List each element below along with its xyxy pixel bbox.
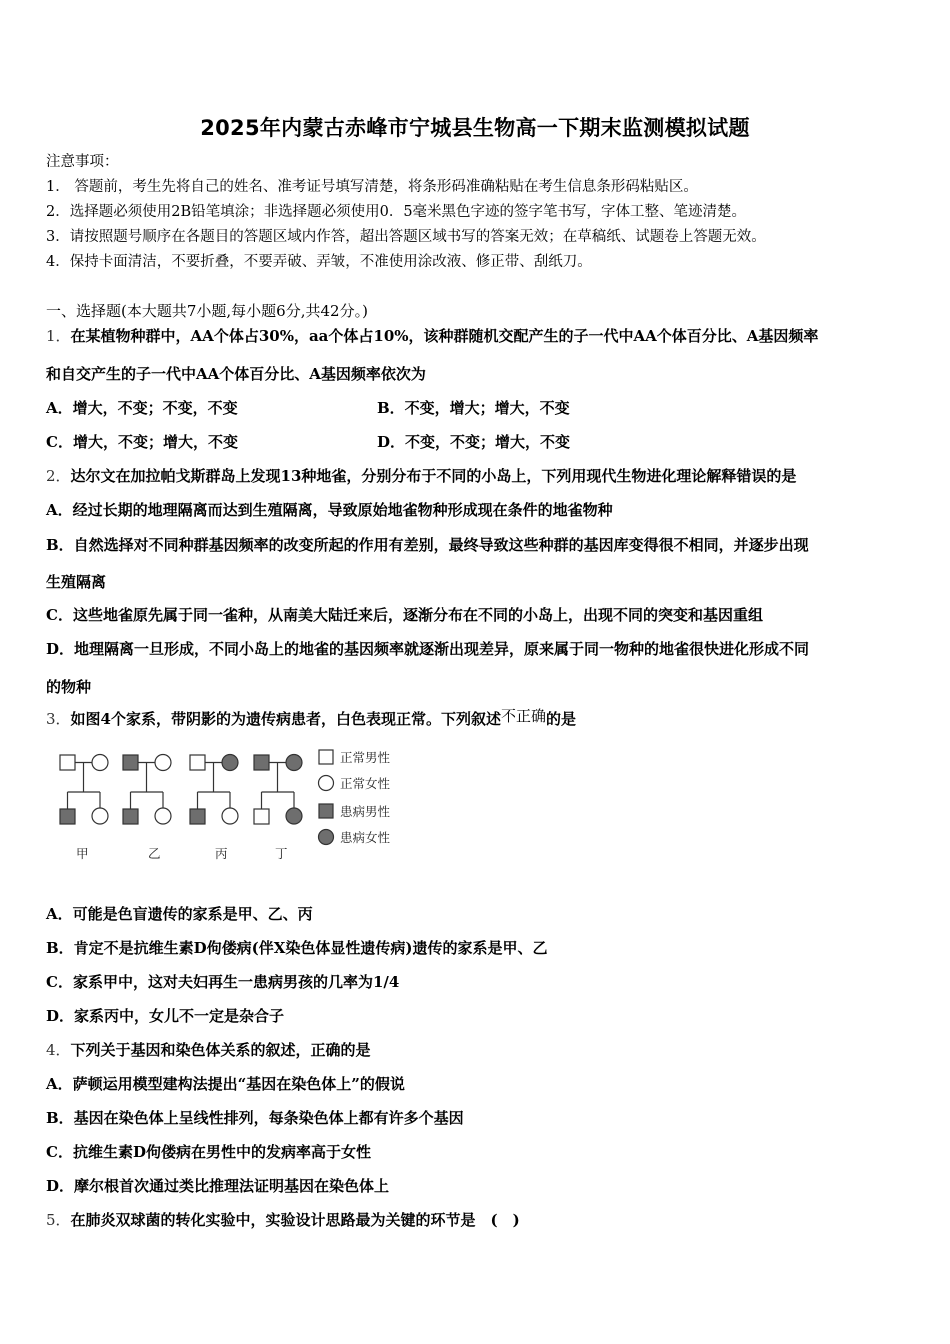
question-number: 1． xyxy=(46,327,71,345)
normal-male-symbol xyxy=(254,809,269,824)
question-2-option-d: D．地理隔离一旦形成，不同小岛上的地雀的基因频率就逐渐出现差异，原来属于同一物种的地雀很快进化形成不同 xyxy=(46,640,810,658)
question-4-stem xyxy=(46,1040,371,1060)
legend-normal-female-icon xyxy=(319,776,334,791)
question-4-option-a: A．萨顿运用模型建构法提出“基因在染色体上”的假说 xyxy=(46,1075,405,1093)
legend-label: 正常女性 xyxy=(340,776,391,791)
notice-heading: 注意事项： xyxy=(46,154,119,170)
question-5-stem xyxy=(46,1210,520,1230)
affected-male-symbol xyxy=(123,809,138,824)
family-label: 丙 xyxy=(215,846,228,861)
legend-affected-female-icon xyxy=(319,830,334,845)
affected-male-symbol xyxy=(60,809,75,824)
question-3-option-a: A．可能是色盲遗传的家系是甲、乙、丙 xyxy=(46,905,313,923)
question-1-stem xyxy=(46,326,818,346)
section-heading: 一、选择题(本大题共7小题,每小题6分,共42分。) xyxy=(46,302,368,320)
question-text: 下列关于基因和染色体关系的叙述，正确的是 xyxy=(70,1041,371,1059)
question-text: 达尔文在加拉帕戈斯群岛上发现13种地雀，分别分布于不同的小岛上，下列用现代生物进化理论解释错误的是 xyxy=(70,467,797,485)
question-2-option-d-cont: 的物种 xyxy=(46,678,92,696)
question-2-option-b: B．自然选择对不同种群基因频率的改变所起的作用有差别，最终导致这些种群的基因库变得很不相同，并逐步出现 xyxy=(46,536,809,554)
question-4-option-c: C．抗维生素D佝偻病在男性中的发病率高于女性 xyxy=(46,1143,371,1161)
question-1-option-d: D．不变，不变；增大，不变 xyxy=(377,433,571,451)
normal-male-symbol xyxy=(190,755,205,770)
family-label: 乙 xyxy=(148,846,161,861)
normal-female-symbol xyxy=(155,755,171,771)
notice-item-1: 1． 答题前，考生先将自己的姓名、准考证号填写清楚，将条形码准确粘贴在考生信息条形码粘贴区。 xyxy=(46,179,698,195)
affected-female-symbol xyxy=(286,755,302,771)
family-ding xyxy=(254,755,302,825)
question-1-stem-cont: 和自交产生的子一代中AA个体百分比、A基因频率依次为 xyxy=(46,365,426,383)
affected-female-symbol xyxy=(222,755,238,771)
question-3-option-d: D．家系丙中，女儿不一定是杂合子 xyxy=(46,1007,285,1025)
page-title: 2025年内蒙古赤峰市宁城县生物高一下期末监测模拟试题 xyxy=(200,116,750,140)
family-jia xyxy=(60,755,108,825)
notice-item-3: 3．请按照题号顺序在各题目的答题区域内作答，超出答题区域书写的答案无效；在草稿纸、试题卷上答题无效。 xyxy=(46,229,766,245)
question-4-option-d: D．摩尔根首次通过类比推理法证明基因在染色体上 xyxy=(46,1177,390,1195)
question-1-option-a: A．增大，不变；不变，不变 xyxy=(46,399,238,417)
normal-female-symbol xyxy=(92,808,108,824)
question-text: 在肺炎双球菌的转化实验中，实验设计思路最为关键的环节是 ( ) xyxy=(70,1211,520,1229)
normal-male-symbol xyxy=(60,755,75,770)
family-label: 甲 xyxy=(76,846,89,861)
affected-male-symbol xyxy=(254,755,269,770)
normal-female-symbol xyxy=(155,808,171,824)
family-label: 丁 xyxy=(275,846,288,861)
question-text: 在某植物种群中，AA个体占30%，aa个体占10%，该种群随机交配产生的子一代中AA个体百分比、A基因频率 xyxy=(70,327,819,345)
question-number: 2． xyxy=(46,467,71,485)
normal-female-symbol xyxy=(92,755,108,771)
question-3-option-c: C．家系甲中，这对夫妇再生一患病男孩的几率为1/4 xyxy=(46,973,400,991)
question-text-end: 的是 xyxy=(546,710,577,728)
pedigree-legend xyxy=(319,750,334,845)
question-1-option-c: C．增大，不变；增大，不变 xyxy=(46,433,238,451)
emphasis-text: 不正确 xyxy=(501,707,547,725)
question-2-option-c: C．这些地雀原先属于同一雀种，从南美大陆迁来后，逐渐分布在不同的小岛上，出现不同的突变和基因重组 xyxy=(46,606,763,624)
question-4-option-b: B．基因在染色体上呈线性排列，每条染色体上都有许多个基因 xyxy=(46,1109,464,1127)
question-3-option-b: B．肯定不是抗维生素D佝偻病(伴X染色体显性遗传病)遗传的家系是甲、乙 xyxy=(46,939,548,957)
question-number: 3． xyxy=(46,710,71,728)
question-2-option-a: A．经过长期的地理隔离而达到生殖隔离，导致原始地雀物种形成现在条件的地雀物种 xyxy=(46,501,613,519)
question-number: 5． xyxy=(46,1211,71,1229)
question-1-option-b: B．不变，增大；增大，不变 xyxy=(377,399,570,417)
question-number: 4． xyxy=(46,1041,71,1059)
family-bing xyxy=(190,755,238,825)
legend-label: 患病女性 xyxy=(340,830,391,845)
question-3-stem xyxy=(46,709,576,729)
pedigree-diagram xyxy=(50,742,410,872)
question-2-stem xyxy=(46,466,796,486)
affected-male-symbol xyxy=(123,755,138,770)
family-yi xyxy=(123,755,171,825)
affected-female-symbol xyxy=(286,808,302,824)
normal-female-symbol xyxy=(222,808,238,824)
affected-male-symbol xyxy=(190,809,205,824)
legend-label: 患病男性 xyxy=(340,804,391,819)
legend-affected-male-icon xyxy=(319,804,333,818)
question-text: 如图4个家系，带阴影的为遗传病患者，白色表现正常。下列叙述 xyxy=(70,710,501,728)
legend-label: 正常男性 xyxy=(340,750,391,765)
question-2-option-b-cont: 生殖隔离 xyxy=(46,573,107,591)
legend-normal-male-icon xyxy=(319,750,333,764)
notice-item-4: 4．保持卡面清洁，不要折叠，不要弄破、弄皱，不准使用涂改液、修正带、刮纸刀。 xyxy=(46,254,592,270)
notice-item-2: 2．选择题必须使用2B铅笔填涂；非选择题必须使用0．5毫米黑色字迹的签字笔书写，字体工整、笔迹清楚。 xyxy=(46,204,747,220)
